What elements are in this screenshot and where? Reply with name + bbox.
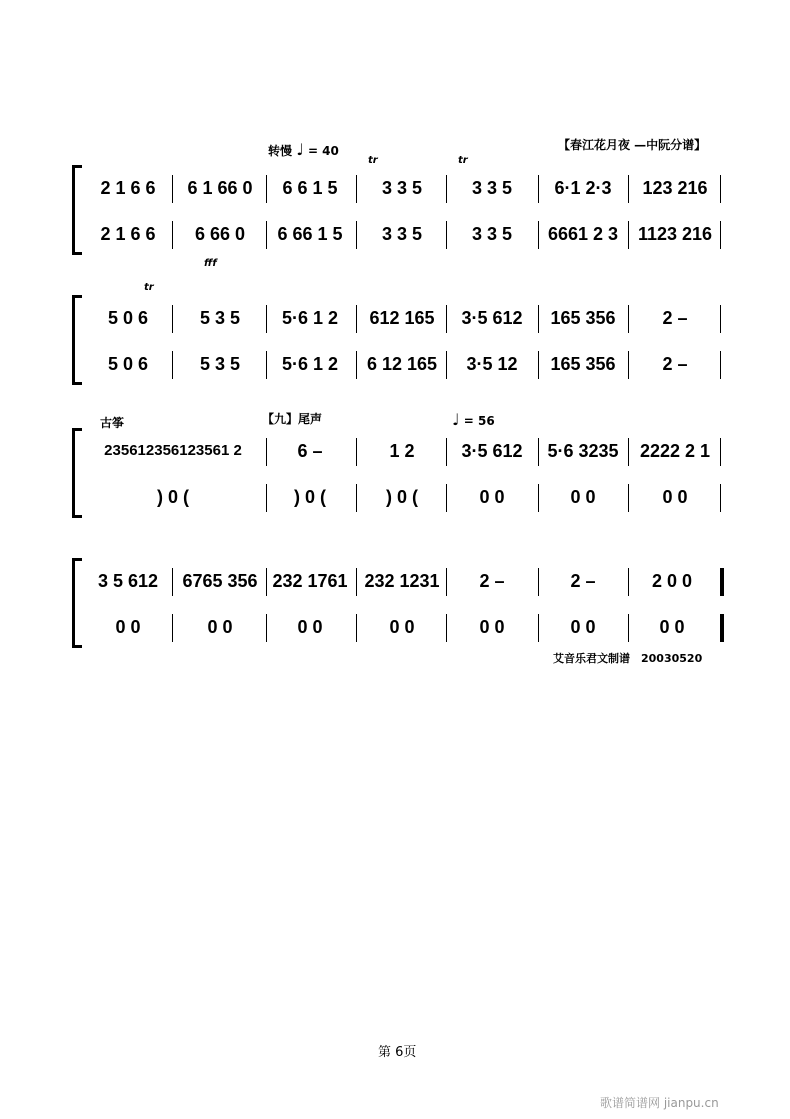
measure: 3·5 12 [466, 354, 518, 374]
tempo-text: 转慢 [268, 144, 293, 158]
measure: 6661 2 3 [547, 224, 619, 244]
measure: 6 66 0 [194, 224, 246, 244]
staff-row [88, 566, 722, 596]
measure: 2 1 6 6 [100, 224, 156, 244]
measure: 6 12 165 [366, 354, 438, 374]
tempo-value: = 56 [463, 414, 495, 428]
measure: 5 3 5 [199, 354, 241, 374]
measure: 3·5 612 [461, 308, 523, 328]
instrument-label: 古筝 [100, 416, 125, 430]
measure: 3 3 5 [471, 224, 513, 244]
measure: 1 2 [389, 441, 415, 461]
system-brace [72, 165, 85, 255]
measure: 0 0 [479, 617, 505, 637]
measure: 6 66 1 5 [277, 224, 343, 244]
watermark: 歌谱简谱网 jianpu.cn [600, 1096, 719, 1110]
trill-marking: tr [144, 282, 154, 293]
staff-row [88, 436, 722, 466]
quarter-note-icon: ♩ [296, 140, 304, 159]
score-system-2 [72, 295, 722, 387]
tempo-value: = 40 [307, 144, 339, 158]
measure: 0 0 [570, 487, 596, 507]
trill-marking: tr [458, 155, 468, 166]
score-system-4 [72, 558, 722, 650]
measure: 232 1231 [364, 571, 440, 591]
tempo-marking-2 [452, 410, 495, 429]
measure: 612 165 [369, 308, 435, 328]
measure: 2 0 0 [651, 571, 693, 591]
measure: 3·5 612 [461, 441, 523, 461]
measure: 3 5 612 [97, 571, 159, 591]
measure: ) 0 ( [385, 487, 418, 507]
measure: 0 0 [659, 617, 685, 637]
measure: 0 0 [662, 487, 688, 507]
measure: 3 3 5 [471, 178, 513, 198]
measure: 1123 216 [637, 224, 713, 244]
measure: 0 0 [297, 617, 323, 637]
measure: 0 0 [389, 617, 415, 637]
measure: 5 0 6 [107, 308, 149, 328]
section-label: 【九】尾声 [262, 412, 323, 426]
measure: 165 356 [550, 308, 616, 328]
measure: 6 – [297, 441, 323, 461]
measure: 5 0 6 [107, 354, 149, 374]
dynamic-marking: fff [204, 258, 217, 269]
staff-row [88, 219, 722, 249]
measure: 6 6 1 5 [282, 178, 338, 198]
staff-row [88, 173, 722, 203]
measure: 2 1 6 6 [100, 178, 156, 198]
measure: 2 – [662, 354, 688, 374]
measure: 6·1 2·3 [554, 178, 612, 198]
measure: 0 0 [207, 617, 233, 637]
staff-row [88, 482, 722, 512]
measure: 6765 356 [182, 571, 258, 591]
measure: 5·6 1 2 [281, 354, 339, 374]
measure: 5·6 1 2 [281, 308, 339, 328]
measure: 0 0 [570, 617, 596, 637]
measure: 5·6 3235 [547, 441, 619, 461]
measure: 0 0 [479, 487, 505, 507]
measure: 3 3 5 [381, 178, 423, 198]
measure: 2222 2 1 [639, 441, 711, 461]
measure: 5 3 5 [199, 308, 241, 328]
quarter-note-icon: ♩ [452, 410, 460, 429]
measure: ) 0 ( [293, 487, 326, 507]
measure: 235612356123561 2 [104, 442, 242, 459]
score-system-1 [72, 165, 722, 257]
score-system-3 [72, 428, 722, 520]
tempo-marking-1 [268, 140, 339, 159]
measure: 0 0 [115, 617, 141, 637]
measure: 2 – [662, 308, 688, 328]
staff-row [88, 612, 722, 642]
measure: 232 1761 [272, 571, 348, 591]
measure: 3 3 5 [381, 224, 423, 244]
measure: 2 – [479, 571, 505, 591]
page-number: 第 6页 [378, 1045, 417, 1060]
measure: 6 1 66 0 [187, 178, 253, 198]
measure: 123 216 [642, 178, 708, 198]
measure: 2 – [570, 571, 596, 591]
system-brace [72, 558, 85, 648]
staff-row [88, 303, 722, 333]
score-title: 【春江花月夜 —中阮分谱】 [558, 138, 707, 152]
measure: ) 0 ( [156, 487, 189, 507]
footer-credit: 艾音乐君文制谱 20030520 [553, 652, 703, 665]
measure: 165 356 [550, 354, 616, 374]
staff-row [88, 349, 722, 379]
system-brace [72, 428, 85, 518]
system-brace [72, 295, 85, 385]
trill-marking: tr [368, 155, 378, 166]
